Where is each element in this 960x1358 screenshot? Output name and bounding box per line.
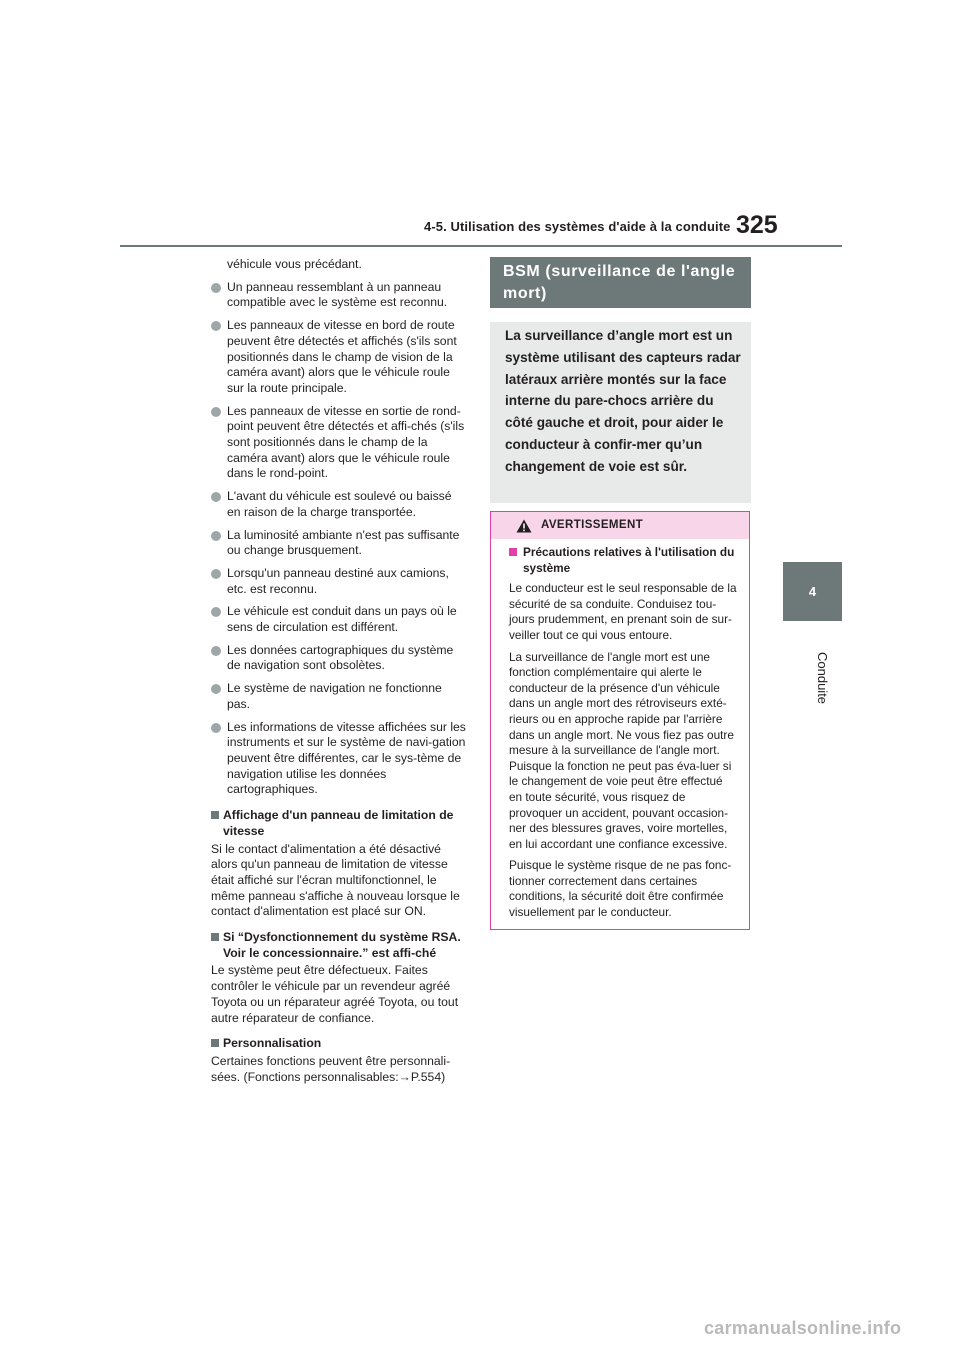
warning-body bbox=[509, 545, 738, 927]
warning-header bbox=[491, 512, 749, 539]
bullet-text: Un panneau ressemblant à un panneau compatible avec le système est reconnu. bbox=[227, 279, 448, 310]
lead-continuation: véhicule vous précédant. bbox=[227, 257, 362, 271]
bsm-title-box bbox=[490, 257, 751, 308]
bullet-text: Lorsqu'un panneau destiné aux camions, etc. est reconnu. bbox=[227, 565, 449, 596]
bullet-text: Le véhicule est conduit dans un pays où le sens de circulation est différent. bbox=[227, 604, 457, 635]
watermark: carmanualsonline.info bbox=[704, 1318, 902, 1338]
bullet-text: Les informations de vitesse affichées sur les instruments et sur le système de navi-gation peuvent être différentes, car le sys-tème de navigation utilise les données cartographiques. bbox=[227, 719, 466, 797]
bullet-item bbox=[211, 566, 468, 597]
bullet-dot-icon bbox=[211, 646, 221, 656]
bullet-dot-icon bbox=[211, 607, 221, 617]
warning-box bbox=[490, 511, 750, 930]
warning-subheading bbox=[509, 545, 738, 576]
section-heading bbox=[211, 808, 468, 839]
bullet-text: Les panneaux de vitesse en bord de route peuvent être détectés et affichés (s'ils sont positionnés dans le champ de vision de la caméra avant) alors que le véhicule roule sur la route principale. bbox=[227, 318, 457, 395]
warning-paragraph: La surveillance de l'angle mort est une fonction complémentaire qui alerte le conducteur de la présence d'un véhicule dans un angle mort des rétroviseurs exté-rieurs ou en approche rapide par l'arrière dans un angle mort. Ne vous fiez pas outre mesure à la surveillance de l'angle mort. Puisque la fonction ne peut pas éva-luer si le changement de voie peut être effectué en toute sécurité, vous risquez de provoquer un accident, pouvant occasion-ner des blessures graves, voire mortelles, en lui accordant une confiance excessive. bbox=[509, 649, 734, 851]
section-heading-text: Personnalisation bbox=[223, 1036, 322, 1051]
square-bullet-icon bbox=[509, 548, 517, 556]
bullet-dot-icon bbox=[211, 723, 221, 733]
section-title: 4-5. Utilisation des systèmes d'aide à la conduite bbox=[424, 219, 731, 234]
bullet-item bbox=[211, 681, 468, 712]
bullet-dot-icon bbox=[211, 407, 221, 417]
section-heading bbox=[211, 1036, 468, 1052]
square-bullet-icon bbox=[211, 811, 219, 819]
left-column bbox=[211, 257, 468, 1092]
section-heading-text: Affichage d'un panneau de limitation de vitesse bbox=[223, 808, 454, 838]
bullet-item bbox=[211, 720, 468, 799]
section-body: Le système peut être défectueux. Faites contrôler le véhicule par un revendeur agréé Toyota ou un réparateur agréé Toyota, ou tout autre réparateur de confiance. bbox=[211, 963, 459, 1025]
intro-text: La surveillance d’angle mort est un système utilisant des capteurs radar latéraux arrière montés sur la face interne du pare-chocs arrière du côté gauche et droit, pour aider le conducteur à confir-mer qu’un changement de voie est sûr. bbox=[505, 328, 741, 474]
bullet-text: Les données cartographiques du système de navigation sont obsolètes. bbox=[227, 642, 454, 673]
chapter-tab-number: 4 bbox=[783, 562, 842, 621]
bullet-item bbox=[211, 280, 468, 311]
intro-box bbox=[490, 322, 751, 503]
bullet-item bbox=[211, 528, 468, 559]
bullet-text: L'avant du véhicule est soulevé ou baissé en raison de la charge transportée. bbox=[227, 489, 452, 519]
page-number: 325 bbox=[736, 211, 778, 239]
bullet-text: Les panneaux de vitesse en sortie de rond-point peuvent être détectés et affi-chés (s'ils sont positionnés dans le champ de la caméra avant) alors que le véhicule roule dans le rond-point. bbox=[227, 403, 465, 481]
square-bullet-icon bbox=[211, 933, 219, 941]
bullet-text: Le système de navigation ne fonctionne pas. bbox=[227, 681, 442, 711]
bullet-item bbox=[211, 489, 468, 520]
bullet-dot-icon bbox=[211, 684, 221, 694]
bullet-dot-icon bbox=[211, 531, 221, 541]
bullet-dot-icon bbox=[211, 283, 221, 293]
bullet-item bbox=[211, 643, 468, 674]
section-heading bbox=[211, 930, 468, 961]
warning-subheading-text: Précautions relatives à l'utilisation du système bbox=[523, 545, 735, 575]
bullet-item bbox=[211, 404, 468, 483]
bullet-dot-icon bbox=[211, 492, 221, 502]
warning-title: AVERTISSEMENT bbox=[541, 519, 644, 531]
square-bullet-icon bbox=[211, 1039, 219, 1047]
warning-paragraph: Puisque le système risque de ne pas fonc-tionner correctement dans certaines conditions, la sécurité doit être confirmée visuellement par le conducteur. bbox=[509, 858, 732, 920]
warning-paragraph: Le conducteur est le seul responsable de la sécurité de sa conduite. Conduisez tou-jours prudemment, en prenant soin de sur-veiller tout ce qui vous entoure. bbox=[509, 581, 737, 642]
bullet-item bbox=[211, 604, 468, 635]
bullet-dot-icon bbox=[211, 321, 221, 331]
bullet-dot-icon bbox=[211, 569, 221, 579]
chapter-tab-label: Conduite bbox=[815, 652, 830, 705]
section-body: Certaines fonctions peuvent être personnali-sées. (Fonctions personnalisables:→P.554) bbox=[211, 1053, 451, 1084]
warning-triangle-icon bbox=[516, 519, 532, 533]
bullet-text: La luminosité ambiante n'est pas suffisante ou change brusquement. bbox=[227, 527, 460, 558]
bullet-item bbox=[211, 318, 468, 397]
section-body: Si le contact d'alimentation a été désactivé alors qu'un panneau de limitation de vitesse était affiché sur l'écran multifonctionnel, le même panneau s'affiche à nouveau lorsque le contact d'alimentation est placé sur ON. bbox=[211, 841, 460, 919]
header-divider bbox=[120, 245, 842, 247]
section-heading-text: Si “Dysfonctionnement du système RSA. Voir le concessionnaire.” est affi-ché bbox=[223, 930, 461, 960]
bsm-title: BSM (surveillance de l'angle mort) bbox=[503, 263, 736, 302]
